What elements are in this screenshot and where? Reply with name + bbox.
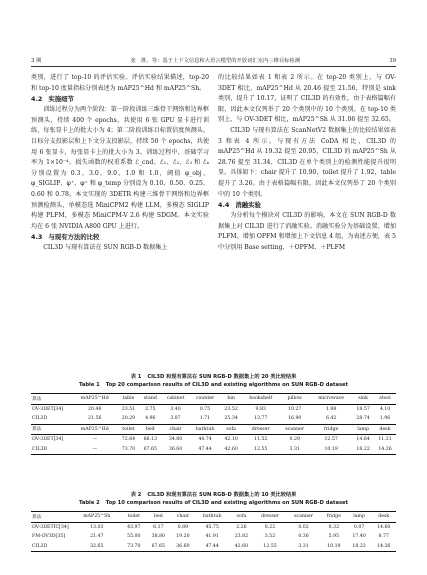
- column-header: microwave: [310, 394, 352, 405]
- table-cell: 2.75: [139, 404, 161, 414]
- column-header: mAP25^Sh: [72, 512, 122, 523]
- table-row: [31, 445, 396, 455]
- table-cell: OV-3DET[34]: [31, 404, 72, 414]
- column-header: toilet: [118, 424, 140, 435]
- table-cell: 23.52: [220, 404, 242, 414]
- table-cell: 0.02: [286, 522, 321, 532]
- table-cell: 13.03: [72, 522, 122, 532]
- column-header: fridge: [321, 512, 347, 523]
- table-cell: 47.44: [190, 445, 220, 455]
- column-header: mAP25^Hd: [72, 424, 118, 435]
- table-caption-en: Table 1 Top 20 comparison results of CIL3D and existing algorithms on SUN RGB-D dataset: [78, 382, 349, 388]
- table-cell: —: [72, 445, 118, 455]
- table-cell: 3.52: [264, 534, 276, 540]
- body-columns: [31, 73, 396, 254]
- table-cell: —: [72, 435, 118, 445]
- column-header: chair: [171, 512, 196, 523]
- table-cell: 73.70: [122, 542, 147, 552]
- table-cell: 41.91: [205, 534, 219, 540]
- table-cell: 12.55: [254, 542, 287, 552]
- page-number: 39: [389, 58, 396, 64]
- column-header: 算法: [31, 424, 72, 435]
- table-cell: 21.47: [90, 534, 104, 540]
- table-cell: 6.42: [325, 416, 337, 422]
- table-cell: 44.74: [190, 435, 220, 445]
- table-cell: 3.31: [279, 445, 310, 455]
- table-cell: 20.29: [121, 416, 136, 422]
- table-cell: 73.70: [118, 445, 140, 455]
- column-header: sofa: [220, 424, 242, 435]
- table-cell: 8.77: [378, 534, 389, 540]
- column-header: fridge: [310, 424, 352, 435]
- table-cell: 5.95: [328, 534, 340, 540]
- issue-number: 3 期: [31, 58, 42, 64]
- table-cell: 32.65: [72, 542, 122, 552]
- table-cell: 3.87: [170, 416, 181, 422]
- table-cell: 47.44: [195, 542, 229, 552]
- table-cell: 43.97: [122, 522, 147, 532]
- column-header: desk: [374, 424, 396, 435]
- table-cell: 45.75: [195, 522, 229, 532]
- table-cell: 14.26: [371, 542, 396, 552]
- table-cell: 23.82: [234, 534, 249, 540]
- column-header: bin: [220, 394, 242, 405]
- table-cell: OV-3DET[34]: [31, 435, 72, 445]
- paragraph: 为分析每个模块对 CIL3D 的影响，本文在 SUN RGB-D 数据集上对 CIL3D 进行了消融实验。消融实验分为基础设置、增加 PLFM、增加 OPFM 和增加上下文信息 4 组，为表述方便，表 5 中分别用 Base setting、＋OPFM、＋PLFM: [218, 212, 396, 251]
- column-header: bookshelf: [242, 394, 279, 405]
- paragraph: 的比较结果如表 1 和表 2 所示。在 top-20 类别上，与 OV-3DET 相比，mAP25^Hd 从 20.46 提至 21.56，特别是 sink 类别，提升了 10.17，证明了 CIL3D 的有效性，由于表格篇幅有限，因此本文仅列举了 20 个类别中的 10 个类别。在 top-10 类别上，与 OV-3DET 相比，mAP25^Sh 从 31.06 提至 32.65。: [218, 74, 396, 124]
- table-caption-zh: 表 2 CIL3D 和现有算法在 SUN RGB-D 数据集上的 10 类比较结果: [130, 492, 297, 498]
- column-header: lamp: [352, 424, 374, 435]
- column-header: desk: [371, 512, 396, 523]
- section-heading: 4.2 实施细节: [31, 95, 74, 104]
- column-header: table: [118, 394, 140, 405]
- table-row: [31, 532, 396, 542]
- paragraph: 类别，进行了 top-10 的评估实验。评估实验结果描述，top-20 和 top-10 度量指标分别表述为 mAP25^Hd 和 mAP25^Sh。: [31, 74, 209, 92]
- table-cell: 18.22: [352, 445, 374, 455]
- table-header-row: [31, 424, 396, 435]
- table-cell: 6.17: [146, 522, 171, 532]
- paragraph: 训练过程分为两个阶段：第一阶段训练三维骨干网络和边界框预测头，持续 400 个 epochs，共使用 6 张 GPU 显卡进行训练，每张显卡上的批大小为 4；第二阶段训练目标置信度预测头、目标分支投影层和上下文分支投影层，持续 50 个 epochs，共使用 6 张显卡，每张显卡上的批大小为 3。训练过程中，基础学习率为 1×10⁻⁴。损失函数的权重系数 ℰ_cnd、ℰ₁、ℰ₂、ℰ₃ 和 ℰ₄ 分别设置为 0.3、3.0、9.0、1.0 和 1.0，阈值 φ_obj、φ_SIGLIP、φ⁺、φ⁼ 和 φ_temp 分别设为 0.10、0.50、0.25、0.60 和 0.78。本文实现的 3DETR 构建三维骨干网络和边界框预测检测头，单模态选 MiniCPM2 构建 LLM，多模态 SIGLIP 构建 PLFM，多模态 MiniCPM-V 2.6 构建 SDGM。本文实验均在 6 张 NVIDIA A800 GPU 上进行。: [31, 106, 209, 230]
- table-cell: 0.75: [190, 404, 220, 414]
- left-column: [31, 73, 209, 254]
- table-cell: 12.57: [310, 435, 352, 445]
- table-cell: 14.64: [352, 435, 374, 445]
- column-header: bed: [139, 424, 161, 435]
- table-cell: 38.80: [151, 534, 166, 540]
- table-1: [31, 373, 396, 455]
- table-cell: 11.21: [374, 435, 396, 445]
- table-cell: 1.96: [379, 416, 391, 422]
- results-table: [31, 393, 396, 455]
- table-row: [31, 414, 396, 424]
- table-cell: 55.00: [127, 534, 141, 540]
- table-cell: 14.60: [371, 522, 396, 532]
- column-header: stand: [139, 394, 161, 405]
- table-caption-en: Table 2 Top 10 comparison results of CIL3D and existing algorithms on SUN RGB-D dataset: [78, 500, 349, 506]
- table-cell: 4.10: [374, 404, 396, 414]
- table-cell: 2.26: [229, 522, 254, 532]
- table-cell: 0.29: [279, 435, 310, 445]
- table-cell: 42.60: [229, 542, 254, 552]
- running-title: 张 胜，等：基于上下文信息和大语言模型的开放词汇室内三维目标检测: [130, 58, 301, 64]
- table-cell: 1.71: [199, 416, 211, 422]
- column-header: cabinet: [161, 394, 190, 405]
- table-cell: 25.34: [224, 416, 238, 422]
- column-header: dresser: [254, 512, 287, 523]
- table-cell: 17.40: [352, 534, 366, 540]
- table-cell: 12.55: [242, 445, 279, 455]
- column-header: bathtub: [190, 424, 220, 435]
- table-cell: 14.26: [374, 445, 396, 455]
- table-cell: 10.27: [279, 404, 310, 414]
- table-cell: 36.60: [171, 542, 196, 552]
- table-cell: 8.22: [254, 522, 287, 532]
- column-header: sofa: [229, 512, 254, 523]
- table-cell: CIL3D: [31, 445, 72, 455]
- table-cell: 19.20: [176, 534, 190, 540]
- table-cell: CIL3D: [31, 542, 72, 552]
- table-cell: 21.56: [88, 416, 102, 422]
- column-header: counter: [190, 394, 220, 405]
- table-row: [31, 435, 396, 445]
- table-cell: 10.19: [321, 542, 347, 552]
- running-header: [31, 56, 396, 67]
- table-cell: 8.32: [321, 522, 347, 532]
- table-cell: 18.57: [352, 404, 374, 414]
- table-header-row: [31, 394, 396, 405]
- column-header: scanner: [279, 424, 310, 435]
- table-cell: 36.60: [161, 445, 190, 455]
- table-cell: 10.19: [310, 445, 352, 455]
- table-cell: 34.80: [161, 435, 190, 445]
- table-cell: 13.77: [253, 416, 268, 422]
- table-cell: 0.36: [298, 534, 309, 540]
- table-cell: 66.13: [139, 435, 161, 445]
- column-header: dresser: [242, 424, 279, 435]
- table-2: [31, 491, 396, 552]
- table-row: [31, 542, 396, 552]
- section-heading: 4.4 消融实验: [218, 201, 261, 210]
- column-header: sink: [352, 394, 374, 405]
- table-cell: 0.89: [171, 522, 196, 532]
- column-header: mAP25^Hd: [72, 394, 118, 405]
- table-cell: CIL3D: [32, 416, 48, 422]
- table-cell: 67.65: [139, 445, 161, 455]
- column-header: bathtub: [195, 512, 229, 523]
- table-cell: 42.60: [220, 445, 242, 455]
- column-header: chair: [161, 424, 190, 435]
- table-row: [31, 404, 396, 414]
- table-cell: 67.65: [146, 542, 171, 552]
- table-cell: 42.10: [220, 435, 242, 445]
- table-cell: FM-OV3D[35]: [32, 534, 66, 540]
- right-column: [218, 73, 396, 254]
- paragraph: CIL3D 与现有算法在 SUN RGB-D 数据集上: [43, 244, 168, 252]
- table-row: [31, 522, 396, 532]
- table-cell: 28.74: [356, 416, 370, 422]
- column-header: scanner: [286, 512, 321, 523]
- table-cell: 3.31: [286, 542, 321, 552]
- column-header: bed: [146, 512, 171, 523]
- table-cell: 3.40: [161, 404, 190, 414]
- table-header-row: [31, 512, 396, 523]
- column-header: pillow: [279, 394, 310, 405]
- table-cell: 16.90: [288, 416, 302, 422]
- table-cell: 9.83: [242, 404, 279, 414]
- column-header: stool: [374, 394, 396, 405]
- column-header: toilet: [122, 512, 147, 523]
- table-cell: 0.07: [347, 522, 372, 532]
- column-header: lamp: [347, 512, 372, 523]
- table-cell: 23.51: [118, 404, 140, 414]
- table-cell: 4.96: [145, 416, 156, 422]
- table-cell: 1.98: [310, 404, 352, 414]
- table-cell: 20.46: [72, 404, 118, 414]
- table-caption-zh: 表 1 CIL3D 和现有算法在 SUN RGB-D 数据集上的 20 类比较结果: [130, 374, 297, 380]
- section-heading: 4.3 与现有方法的比较: [31, 233, 100, 242]
- column-header: 算法: [31, 512, 72, 523]
- table-cell: OV-3DETIC[34]: [31, 522, 72, 532]
- paragraph: CIL3D 与现有算法在 ScanNetV2 数据集上的比较结果如表 3 和表 4 所示。与现有方法 CoDA 相比，CIL3D 的 mAP25^Hd 从 19.32 提至 20.95，CIL3D 的 mAP25^Sh 从 28.76 提至 31.34，CIL3D 在单个类别上的检测性能提升很明显，具体如下：chair 提升了 10.90，toilet 提升了 1.92，table 提升了 3.26。由于表格篇幅有限，因此本文仅列举了 20 个类别中的 10 个类别。: [218, 126, 396, 198]
- table-cell: 11.52: [242, 435, 279, 445]
- results-table: [31, 511, 396, 552]
- table-cell: 18.22: [347, 542, 372, 552]
- column-header: 算法: [31, 394, 72, 405]
- table-cell: 72.64: [118, 435, 140, 445]
